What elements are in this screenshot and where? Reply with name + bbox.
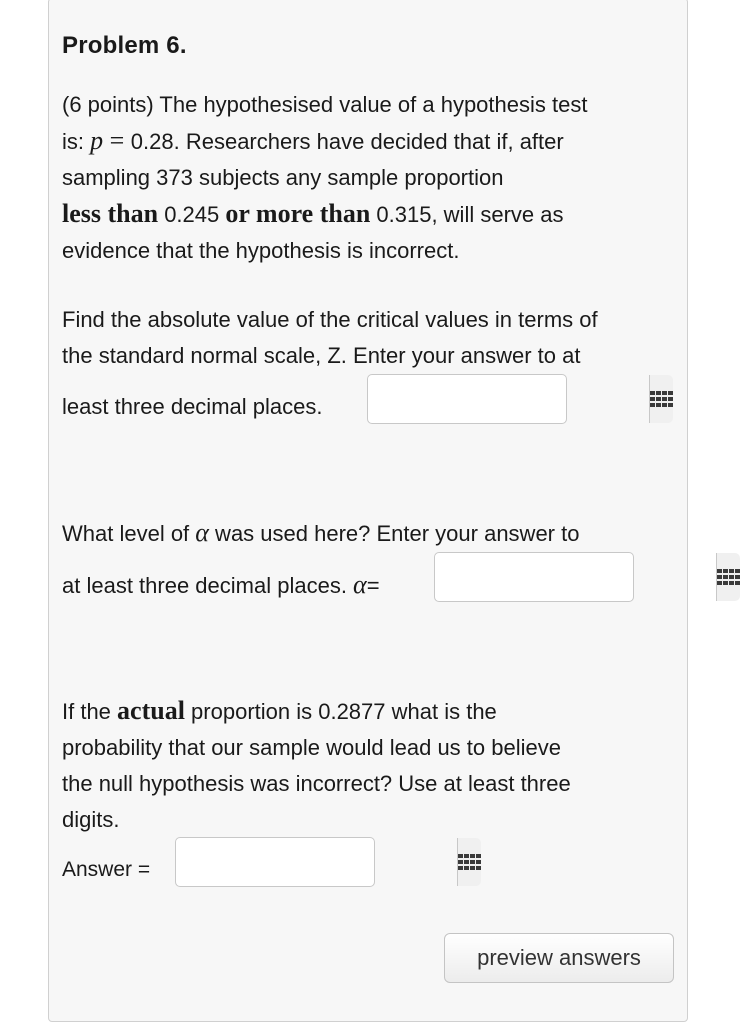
variable-p: p <box>90 126 104 155</box>
statement-line: evidence that the hypothesis is incorrect. <box>62 238 460 263</box>
preview-answers-button[interactable]: preview answers <box>444 933 674 983</box>
critical-value-answer <box>367 374 567 424</box>
critical-value-keypad-button[interactable] <box>649 375 673 423</box>
equals-sign: = <box>103 126 131 155</box>
question-line: If the actual proportion is 0.2877 what is the <box>62 696 497 725</box>
statement-line: sampling 373 subjects any sample proportion <box>62 165 504 190</box>
question-line: Find the absolute value of the critical values in terms of <box>62 307 598 332</box>
question-alpha-level <box>62 515 682 552</box>
keypad-icon <box>717 569 740 585</box>
alpha-keypad-button[interactable] <box>716 553 740 601</box>
alpha-input[interactable] <box>435 553 716 601</box>
question-probability <box>62 693 682 838</box>
question-critical-values <box>62 302 682 374</box>
alpha-symbol: α <box>195 518 209 547</box>
problem-statement <box>62 87 682 269</box>
answer-label: Answer = <box>62 858 151 881</box>
alpha-symbol: α <box>353 570 367 599</box>
question-line: the null hypothesis was incorrect? Use at least three <box>62 771 571 796</box>
question-line: probability that our sample would lead us to believe <box>62 735 561 760</box>
problem-title: Problem 6. <box>62 32 187 59</box>
statement-line: less than 0.245 or more than 0.315, will serve as <box>62 199 564 228</box>
question-line: the standard normal scale, Z. Enter your answer to at <box>62 343 581 368</box>
question-line: What level of α was used here? Enter your answer to <box>62 518 580 547</box>
question-line: least three decimal places. <box>62 394 323 419</box>
statement-line: is: p = 0.28. Researchers have decided that if, after <box>62 126 564 155</box>
less-than-emphasis: less than <box>62 199 159 228</box>
critical-value-input[interactable] <box>368 375 649 423</box>
question-line: at least three decimal places. α= <box>62 570 380 599</box>
statement-line: (6 points) The hypothesised value of a hypothesis test <box>62 92 588 117</box>
probability-answer <box>175 837 375 887</box>
actual-emphasis: actual <box>117 696 185 725</box>
probability-keypad-button[interactable] <box>457 838 481 886</box>
more-than-emphasis: or more than <box>225 199 371 228</box>
probability-input[interactable] <box>176 838 457 886</box>
alpha-answer <box>434 552 634 602</box>
question-line: digits. <box>62 807 120 832</box>
keypad-icon <box>650 391 673 407</box>
keypad-icon <box>458 854 481 870</box>
